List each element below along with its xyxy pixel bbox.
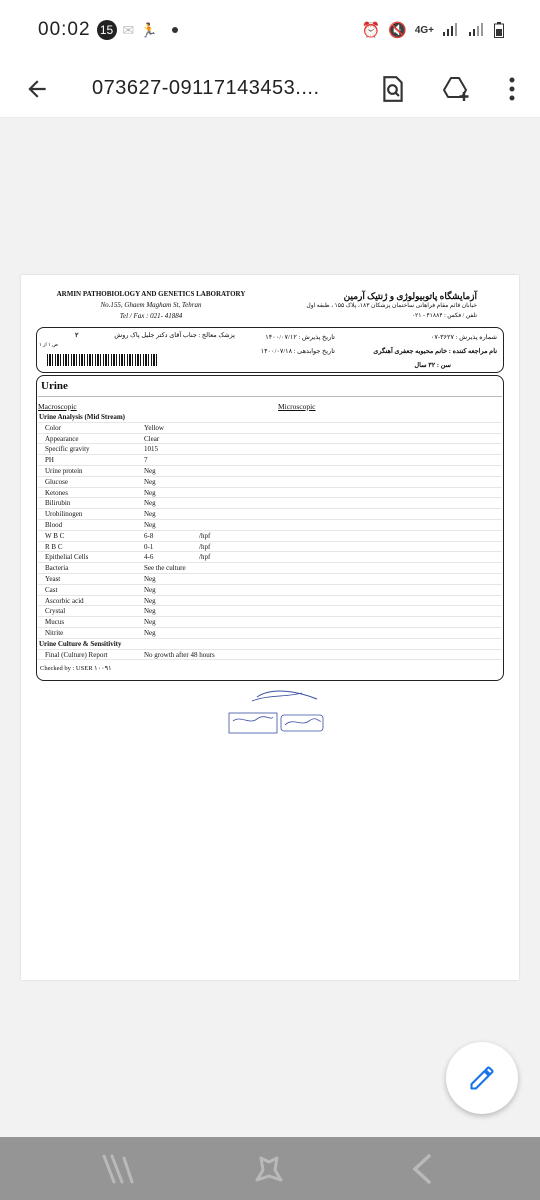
more-options-button[interactable]: [497, 74, 527, 104]
app-toolbar: [0, 60, 540, 118]
table-row: [38, 509, 502, 520]
test-unit: /hpf: [199, 531, 211, 540]
test-name: Nitrite: [45, 628, 64, 637]
edit-fab-button[interactable]: [446, 1042, 518, 1114]
back-nav-button[interactable]: [402, 1151, 442, 1187]
section-title: Urine: [41, 380, 68, 392]
status-icons: [361, 21, 504, 39]
test-value: 7: [144, 456, 148, 465]
table-row: [38, 444, 502, 455]
document-title: 073627-09117143453....: [92, 77, 320, 99]
test-value: Neg: [144, 628, 156, 637]
microscopic-heading: Microscopic: [278, 402, 316, 411]
test-value: No growth after 48 hours: [144, 650, 215, 659]
test-value: Clear: [144, 434, 160, 443]
test-name: R B C: [45, 542, 63, 551]
test-name: Color: [45, 423, 61, 432]
macroscopic-heading: Macroscopic: [38, 402, 77, 411]
test-name: Appearance: [45, 434, 79, 443]
notification-badge: 15: [97, 20, 117, 40]
table-section-heading: [38, 639, 502, 650]
table-row: [38, 477, 502, 488]
test-value: Neg: [144, 488, 156, 497]
test-value: 6-8: [144, 531, 154, 540]
test-name: Specific gravity: [45, 445, 90, 454]
signal-2-icon: [468, 23, 486, 37]
arrow-left-icon: [24, 76, 50, 102]
test-name: Blood: [45, 520, 63, 529]
reception-date: تاریخ پذیرش : ۱۴۰۰/۰۷/۱۲: [265, 334, 335, 341]
search-in-document-button[interactable]: [378, 74, 408, 104]
test-name: Yeast: [45, 574, 61, 583]
test-value: Neg: [144, 585, 156, 594]
test-name: Crystal: [45, 607, 66, 616]
back-button[interactable]: [22, 74, 52, 104]
test-value: Neg: [144, 466, 156, 475]
test-value: 4-6: [144, 553, 154, 562]
table-row: [38, 434, 502, 445]
home-icon: [253, 1152, 287, 1186]
add-to-drive-button[interactable]: [442, 74, 472, 104]
test-unit: /hpf: [199, 553, 211, 562]
test-unit: /hpf: [199, 542, 211, 551]
lab-address-fa: خیابان قائم مقام فراهانی ساختمان پزشکان ۱۸۳، پلاک ۱۵۵ ، طبقه اول: [306, 303, 477, 309]
add-to-drive-icon: [442, 75, 472, 103]
lab-header-fa: [277, 291, 477, 321]
test-name: W B C: [45, 531, 65, 540]
table-row: [38, 606, 502, 617]
results-table: [38, 412, 502, 660]
status-time: 00:02: [38, 19, 91, 40]
table-row: [38, 531, 502, 542]
table-row: [38, 542, 502, 553]
test-value: Neg: [144, 596, 156, 605]
test-name: Urine Analysis (Mid Stream): [39, 413, 126, 421]
test-value: See the culture: [144, 564, 186, 573]
navigation-bar: [0, 1137, 540, 1200]
table-row: [38, 617, 502, 628]
table-row: [38, 574, 502, 585]
table-row: [38, 650, 502, 661]
page-number: ۲: [75, 332, 79, 339]
test-name: Ascorbic acid: [45, 596, 84, 605]
test-value: Neg: [144, 520, 156, 529]
recent-apps-button[interactable]: [98, 1151, 138, 1187]
test-value: Neg: [144, 510, 156, 519]
test-name: Epithelial Cells: [45, 553, 89, 562]
mute-icon: 🔇: [388, 22, 407, 39]
lab-phone-fa: تلفن / فکس : ۴۱۸۸۴ - ۰۲۱: [411, 313, 477, 319]
table-section-heading: [38, 412, 502, 423]
table-row: [38, 563, 502, 574]
table-row: [38, 466, 502, 477]
test-name: Glucose: [45, 477, 68, 486]
signal-icon: [442, 23, 460, 37]
table-row: [38, 498, 502, 509]
test-value: 1015: [144, 445, 158, 454]
table-row: [38, 628, 502, 639]
recent-apps-icon: [98, 1152, 138, 1186]
table-row: [38, 455, 502, 466]
alarm-icon: ⏰: [361, 22, 381, 39]
divider: [38, 396, 502, 397]
patient-name: نام مراجعه کننده : خانم محبوبه جعفری آهنگری: [373, 348, 497, 355]
home-button[interactable]: [250, 1151, 290, 1187]
pencil-icon: [468, 1064, 496, 1092]
checked-by: Checked by : USER ۱۰۰۹۱: [40, 665, 112, 672]
test-value: Neg: [144, 499, 156, 508]
test-name: Urobilinogen: [45, 510, 83, 519]
table-row: [38, 520, 502, 531]
test-name: Ketones: [45, 488, 68, 497]
stamp-signature-icon: [227, 685, 327, 737]
test-value: Neg: [144, 618, 156, 627]
back-chevron-icon: [407, 1152, 437, 1186]
status-bar: [0, 0, 540, 60]
document-page: [21, 275, 519, 980]
lab-name-en: ARMIN PATHOBIOLOGY AND GENETICS LABORATORY: [56, 290, 246, 298]
lab-phone-en: Tel / Fax : 021- 41884: [119, 312, 183, 320]
page-label: ص ۱ از ۱: [39, 343, 58, 348]
network-type: 4G+: [414, 24, 434, 36]
test-name: Bilirubin: [45, 499, 71, 508]
test-name: PH: [45, 456, 54, 465]
table-row: [38, 423, 502, 434]
test-name: Mucus: [45, 618, 65, 627]
test-value: Neg: [144, 477, 156, 486]
table-row: [38, 552, 502, 563]
more-vert-icon: [507, 76, 517, 102]
dot-icon: [172, 27, 178, 33]
test-name: Cast: [45, 585, 58, 594]
lab-header-en: [51, 289, 251, 322]
test-value: 0-1: [144, 542, 154, 551]
mail-icon: ✉: [122, 21, 135, 38]
table-row: [38, 596, 502, 607]
patient-info-box: [36, 327, 504, 373]
test-name: Urine protein: [45, 466, 83, 475]
test-value: Neg: [144, 574, 156, 583]
reception-number: شماره پذیرش : ۳۶۲۷-۰۷: [430, 334, 497, 341]
lab-name-fa: آزمایشگاه پاتوبیولوژی و ژنتیک آرمین: [343, 291, 477, 301]
results-box: [36, 375, 504, 681]
table-row: [38, 585, 502, 596]
test-value: Neg: [144, 607, 156, 616]
doctor-name: پزشک معالج : جناب آقای دکتر جلیل پاک روش: [114, 332, 235, 339]
test-name: Urine Culture & Sensitivity: [39, 639, 122, 648]
test-value: Yellow: [144, 423, 164, 432]
barcode: [47, 354, 157, 366]
patient-age: سن : ۳۲ سال: [414, 362, 451, 369]
search-document-icon: [380, 75, 406, 103]
lab-address-en: No.155, Ghaem Magham St, Tehran: [100, 301, 202, 309]
table-row: [38, 488, 502, 499]
test-name: Final (Culture) Report: [45, 650, 108, 659]
running-icon: 🏃: [140, 21, 158, 38]
battery-icon: [494, 22, 504, 38]
test-name: Bacteria: [45, 564, 69, 573]
answer-date: تاریخ جوابدهی : ۱۴۰۰/۰۷/۱۸: [260, 348, 335, 355]
